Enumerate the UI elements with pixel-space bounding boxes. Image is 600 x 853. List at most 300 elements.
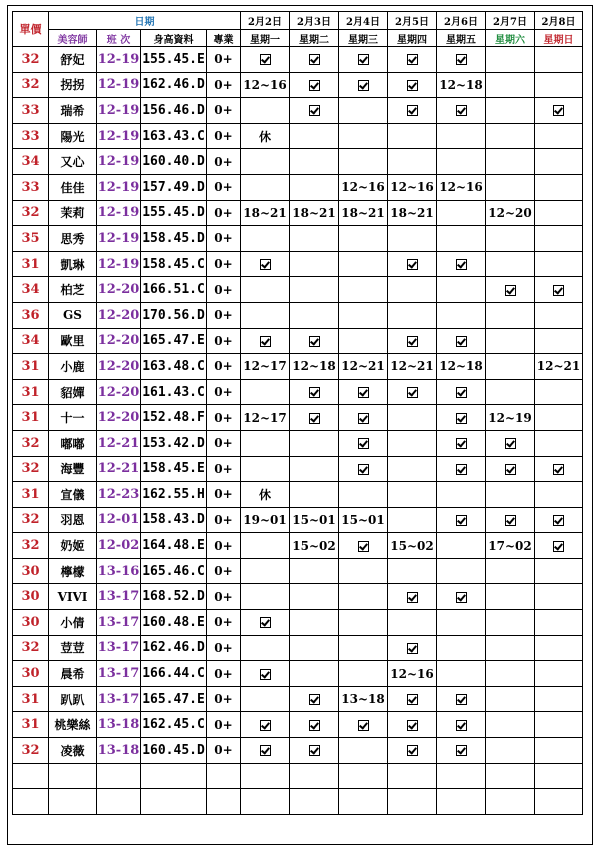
empty-cell [486, 763, 535, 789]
checked-cell [339, 72, 388, 98]
day-cell: 12~16 [437, 174, 486, 200]
pro-cell: 0+ [207, 456, 241, 482]
checkbox-icon [456, 464, 467, 475]
day-cell [388, 226, 437, 252]
day-cell: 12~21 [388, 354, 437, 380]
price-cell: 32 [13, 47, 49, 73]
checkbox-icon [456, 105, 467, 116]
height-cell: 165.47.E [141, 686, 207, 712]
weekday-header: 星期三 [339, 30, 388, 47]
price-cell: 30 [13, 558, 49, 584]
day-cell: 18~21 [388, 200, 437, 226]
day-cell [290, 277, 339, 303]
table-row [13, 686, 583, 712]
empty-cell [486, 789, 535, 815]
schedule-body [13, 47, 583, 815]
checked-cell [241, 47, 290, 73]
table-row [13, 149, 583, 175]
beautician-name: 檸檬 [49, 558, 97, 584]
day-cell: 12~16 [388, 661, 437, 687]
checkbox-icon [358, 80, 369, 91]
day-cell [535, 661, 583, 687]
empty-cell [388, 789, 437, 815]
shift-cell: 13-18 [97, 712, 141, 738]
day-cell [388, 302, 437, 328]
empty-cell [97, 789, 141, 815]
checkbox-icon [456, 694, 467, 705]
header-row-dates [13, 12, 583, 30]
checked-cell [437, 405, 486, 431]
table-row [13, 98, 583, 124]
checkbox-icon [358, 413, 369, 424]
price-cell: 32 [13, 507, 49, 533]
weekday-header: 星期五 [437, 30, 486, 47]
beautician-name: 凱琳 [49, 251, 97, 277]
class-header: 班 次 [97, 30, 141, 47]
checkbox-icon [456, 720, 467, 731]
pro-cell: 0+ [207, 661, 241, 687]
pro-cell: 0+ [207, 98, 241, 124]
day-cell [290, 123, 339, 149]
checkbox-icon [358, 720, 369, 731]
pro-cell: 0+ [207, 328, 241, 354]
checked-cell [339, 533, 388, 559]
checkbox-icon [309, 105, 320, 116]
day-cell [241, 98, 290, 124]
checked-cell [388, 72, 437, 98]
beautician-name: 歐里 [49, 328, 97, 354]
empty-row [13, 763, 583, 789]
checked-cell [437, 430, 486, 456]
pro-cell: 0+ [207, 558, 241, 584]
beautician-header: 美容師 [49, 30, 97, 47]
checkbox-icon [456, 336, 467, 347]
date-header: 2月7日 [486, 12, 535, 30]
height-cell: 158.45.D [141, 226, 207, 252]
date-header: 2月6日 [437, 12, 486, 30]
table-row [13, 123, 583, 149]
checked-cell [437, 584, 486, 610]
day-cell [535, 405, 583, 431]
empty-cell [388, 763, 437, 789]
price-cell: 33 [13, 98, 49, 124]
shift-cell: 12-20 [97, 302, 141, 328]
day-cell [437, 610, 486, 636]
price-cell: 30 [13, 610, 49, 636]
day-cell: 休 [241, 482, 290, 508]
checkbox-icon [309, 336, 320, 347]
checkbox-icon [456, 387, 467, 398]
shift-cell: 12-19 [97, 47, 141, 73]
price-cell: 35 [13, 226, 49, 252]
empty-cell [437, 763, 486, 789]
day-cell [535, 482, 583, 508]
checkbox-icon [309, 80, 320, 91]
checked-cell [437, 328, 486, 354]
beautician-name: 佳佳 [49, 174, 97, 200]
checked-cell [388, 635, 437, 661]
day-cell: 12~17 [241, 354, 290, 380]
date-group-header: 日期 [49, 12, 241, 30]
pro-cell: 0+ [207, 507, 241, 533]
day-cell [290, 558, 339, 584]
empty-cell [207, 789, 241, 815]
table-row [13, 277, 583, 303]
checked-cell [486, 277, 535, 303]
day-cell [339, 610, 388, 636]
checkbox-icon [358, 541, 369, 552]
empty-cell [437, 789, 486, 815]
day-cell: 12~21 [339, 354, 388, 380]
date-header: 2月3日 [290, 12, 339, 30]
empty-cell [290, 763, 339, 789]
pro-cell: 0+ [207, 354, 241, 380]
day-cell [535, 584, 583, 610]
beautician-name: 奶姬 [49, 533, 97, 559]
day-cell [339, 558, 388, 584]
empty-cell [241, 763, 290, 789]
day-cell: 18~21 [241, 200, 290, 226]
day-cell [437, 302, 486, 328]
shift-cell: 13-17 [97, 661, 141, 687]
height-cell: 160.45.D [141, 738, 207, 764]
day-cell [339, 584, 388, 610]
height-cell: 162.46.D [141, 635, 207, 661]
price-cell: 31 [13, 405, 49, 431]
day-cell [339, 226, 388, 252]
shift-cell: 12-20 [97, 277, 141, 303]
day-cell [535, 174, 583, 200]
checked-cell [437, 456, 486, 482]
beautician-name: VIVI [49, 584, 97, 610]
pro-cell: 0+ [207, 584, 241, 610]
day-cell [535, 47, 583, 73]
height-cell: 161.43.C [141, 379, 207, 405]
price-cell: 31 [13, 482, 49, 508]
day-cell [486, 584, 535, 610]
weekday-header: 星期二 [290, 30, 339, 47]
day-cell: 18~21 [290, 200, 339, 226]
day-cell [339, 328, 388, 354]
day-cell [339, 482, 388, 508]
price-cell: 30 [13, 584, 49, 610]
beautician-name: 拐拐 [49, 72, 97, 98]
checkbox-icon [553, 464, 564, 475]
empty-cell [141, 789, 207, 815]
height-cell: 158.45.E [141, 456, 207, 482]
day-cell [290, 149, 339, 175]
checkbox-icon [309, 413, 320, 424]
beautician-name: 思秀 [49, 226, 97, 252]
day-cell: 15~02 [290, 533, 339, 559]
checkbox-icon [407, 54, 418, 65]
checkbox-icon [407, 745, 418, 756]
shift-cell: 12-01 [97, 507, 141, 533]
beautician-name: 陽光 [49, 123, 97, 149]
day-cell: 12~20 [486, 200, 535, 226]
pro-cell: 0+ [207, 72, 241, 98]
day-cell [535, 72, 583, 98]
day-cell: 18~21 [339, 200, 388, 226]
beautician-name: 晨希 [49, 661, 97, 687]
price-cell: 36 [13, 302, 49, 328]
pro-cell: 0+ [207, 251, 241, 277]
day-cell [535, 251, 583, 277]
day-cell [486, 251, 535, 277]
height-cell: 168.52.D [141, 584, 207, 610]
table-row [13, 507, 583, 533]
height-cell: 153.42.D [141, 430, 207, 456]
day-cell [486, 482, 535, 508]
day-cell [535, 226, 583, 252]
beautician-name: 趴趴 [49, 686, 97, 712]
day-cell: 12~19 [486, 405, 535, 431]
day-cell: 15~01 [290, 507, 339, 533]
checkbox-icon [505, 285, 516, 296]
price-header: 單價 [13, 12, 49, 47]
height-cell: 162.45.C [141, 712, 207, 738]
checked-cell [290, 72, 339, 98]
checkbox-icon [407, 80, 418, 91]
day-cell: 12~21 [535, 354, 583, 380]
beautician-name: 十一 [49, 405, 97, 431]
checked-cell [241, 661, 290, 687]
day-cell [290, 302, 339, 328]
checkbox-icon [407, 387, 418, 398]
day-cell [437, 200, 486, 226]
empty-cell [535, 789, 583, 815]
checked-cell [388, 686, 437, 712]
day-cell [535, 302, 583, 328]
day-cell [437, 533, 486, 559]
shift-cell: 12-19 [97, 72, 141, 98]
day-cell [535, 738, 583, 764]
beautician-name: 茉莉 [49, 200, 97, 226]
checkbox-icon [260, 720, 271, 731]
day-cell [339, 635, 388, 661]
day-cell [388, 149, 437, 175]
checkbox-icon [553, 105, 564, 116]
day-cell: 12~18 [437, 72, 486, 98]
checked-cell [241, 251, 290, 277]
price-cell: 32 [13, 456, 49, 482]
day-cell [290, 456, 339, 482]
checkbox-icon [456, 438, 467, 449]
checked-cell [241, 738, 290, 764]
day-cell [388, 610, 437, 636]
date-header: 2月2日 [241, 12, 290, 30]
checked-cell [290, 98, 339, 124]
day-cell [535, 686, 583, 712]
day-cell [388, 482, 437, 508]
height-cell: 163.48.C [141, 354, 207, 380]
checked-cell [388, 584, 437, 610]
day-cell [437, 226, 486, 252]
checked-cell [437, 712, 486, 738]
pro-cell: 0+ [207, 277, 241, 303]
checkbox-icon [358, 464, 369, 475]
pro-cell: 0+ [207, 379, 241, 405]
checked-cell [241, 328, 290, 354]
checkbox-icon [407, 336, 418, 347]
height-cell: 155.45.D [141, 200, 207, 226]
day-cell [388, 456, 437, 482]
checkbox-icon [407, 694, 418, 705]
day-cell [535, 123, 583, 149]
beautician-name: 宣儀 [49, 482, 97, 508]
beautician-name: 貂嬋 [49, 379, 97, 405]
day-cell [388, 507, 437, 533]
price-cell: 31 [13, 354, 49, 380]
day-cell [339, 302, 388, 328]
day-cell [339, 251, 388, 277]
day-cell [290, 584, 339, 610]
height-cell: 166.44.C [141, 661, 207, 687]
day-cell: 12~17 [241, 405, 290, 431]
day-cell [486, 226, 535, 252]
price-cell: 30 [13, 661, 49, 687]
checked-cell [241, 610, 290, 636]
beautician-name: 嘟嘟 [49, 430, 97, 456]
day-cell [241, 456, 290, 482]
pro-cell: 0+ [207, 302, 241, 328]
day-cell [241, 174, 290, 200]
pro-cell: 0+ [207, 174, 241, 200]
price-cell: 32 [13, 72, 49, 98]
checkbox-icon [553, 541, 564, 552]
price-cell: 34 [13, 328, 49, 354]
empty-cell [339, 763, 388, 789]
checked-cell [339, 47, 388, 73]
day-cell [486, 379, 535, 405]
checkbox-icon [553, 515, 564, 526]
height-cell: 158.43.D [141, 507, 207, 533]
checked-cell [437, 738, 486, 764]
height-cell: 164.48.E [141, 533, 207, 559]
table-row [13, 738, 583, 764]
weekday-header-sunday: 星期日 [535, 30, 583, 47]
checked-cell [290, 328, 339, 354]
checkbox-icon [260, 54, 271, 65]
pro-cell: 0+ [207, 533, 241, 559]
day-cell [388, 123, 437, 149]
day-cell [486, 686, 535, 712]
day-cell [241, 302, 290, 328]
shift-cell: 12-20 [97, 379, 141, 405]
beautician-name: 小倩 [49, 610, 97, 636]
height-cell: 160.48.E [141, 610, 207, 636]
day-cell [535, 635, 583, 661]
table-row [13, 226, 583, 252]
price-cell: 32 [13, 430, 49, 456]
price-cell: 32 [13, 738, 49, 764]
checkbox-icon [553, 285, 564, 296]
table-row [13, 712, 583, 738]
day-cell [241, 379, 290, 405]
day-cell [241, 558, 290, 584]
checkbox-icon [407, 592, 418, 603]
checked-cell [388, 47, 437, 73]
height-cell: 165.46.C [141, 558, 207, 584]
day-cell [388, 405, 437, 431]
day-cell: 12~16 [388, 174, 437, 200]
checkbox-icon [456, 745, 467, 756]
day-cell [290, 251, 339, 277]
pro-cell: 0+ [207, 610, 241, 636]
checked-cell [290, 405, 339, 431]
checkbox-icon [505, 515, 516, 526]
day-cell [241, 430, 290, 456]
checked-cell [290, 379, 339, 405]
day-cell [241, 533, 290, 559]
checked-cell [339, 712, 388, 738]
beautician-name: 凌薇 [49, 738, 97, 764]
checked-cell [535, 507, 583, 533]
day-cell: 15~02 [388, 533, 437, 559]
pro-cell: 0+ [207, 226, 241, 252]
checked-cell [535, 456, 583, 482]
day-cell [486, 712, 535, 738]
day-cell [241, 584, 290, 610]
day-cell [388, 277, 437, 303]
height-cell: 156.46.D [141, 98, 207, 124]
day-cell [339, 738, 388, 764]
shift-cell: 12-02 [97, 533, 141, 559]
checked-cell [388, 379, 437, 405]
day-cell [535, 712, 583, 738]
day-cell [339, 149, 388, 175]
price-cell: 32 [13, 200, 49, 226]
checkbox-icon [358, 387, 369, 398]
weekday-header: 星期一 [241, 30, 290, 47]
day-cell [241, 226, 290, 252]
checked-cell [388, 98, 437, 124]
height-cell: 166.51.C [141, 277, 207, 303]
table-row [13, 635, 583, 661]
day-cell: 12~18 [437, 354, 486, 380]
checkbox-icon [358, 54, 369, 65]
day-cell [290, 661, 339, 687]
checkbox-icon [456, 259, 467, 270]
day-cell [437, 661, 486, 687]
day-cell [388, 430, 437, 456]
beautician-name: 舒妃 [49, 47, 97, 73]
checked-cell [290, 686, 339, 712]
day-cell: 休 [241, 123, 290, 149]
day-cell [486, 302, 535, 328]
beautician-name: GS [49, 302, 97, 328]
day-cell: 19~01 [241, 507, 290, 533]
checked-cell [241, 712, 290, 738]
checked-cell [486, 507, 535, 533]
table-row [13, 533, 583, 559]
day-cell [486, 123, 535, 149]
beautician-name: 荳荳 [49, 635, 97, 661]
day-cell [486, 174, 535, 200]
checkbox-icon [260, 669, 271, 680]
day-cell [339, 123, 388, 149]
table-row [13, 482, 583, 508]
checkbox-icon [407, 105, 418, 116]
price-cell: 31 [13, 686, 49, 712]
date-header: 2月8日 [535, 12, 583, 30]
day-cell [290, 635, 339, 661]
day-cell [486, 661, 535, 687]
shift-cell: 12-19 [97, 98, 141, 124]
height-cell: 162.55.H [141, 482, 207, 508]
pro-cell: 0+ [207, 635, 241, 661]
table-row [13, 328, 583, 354]
